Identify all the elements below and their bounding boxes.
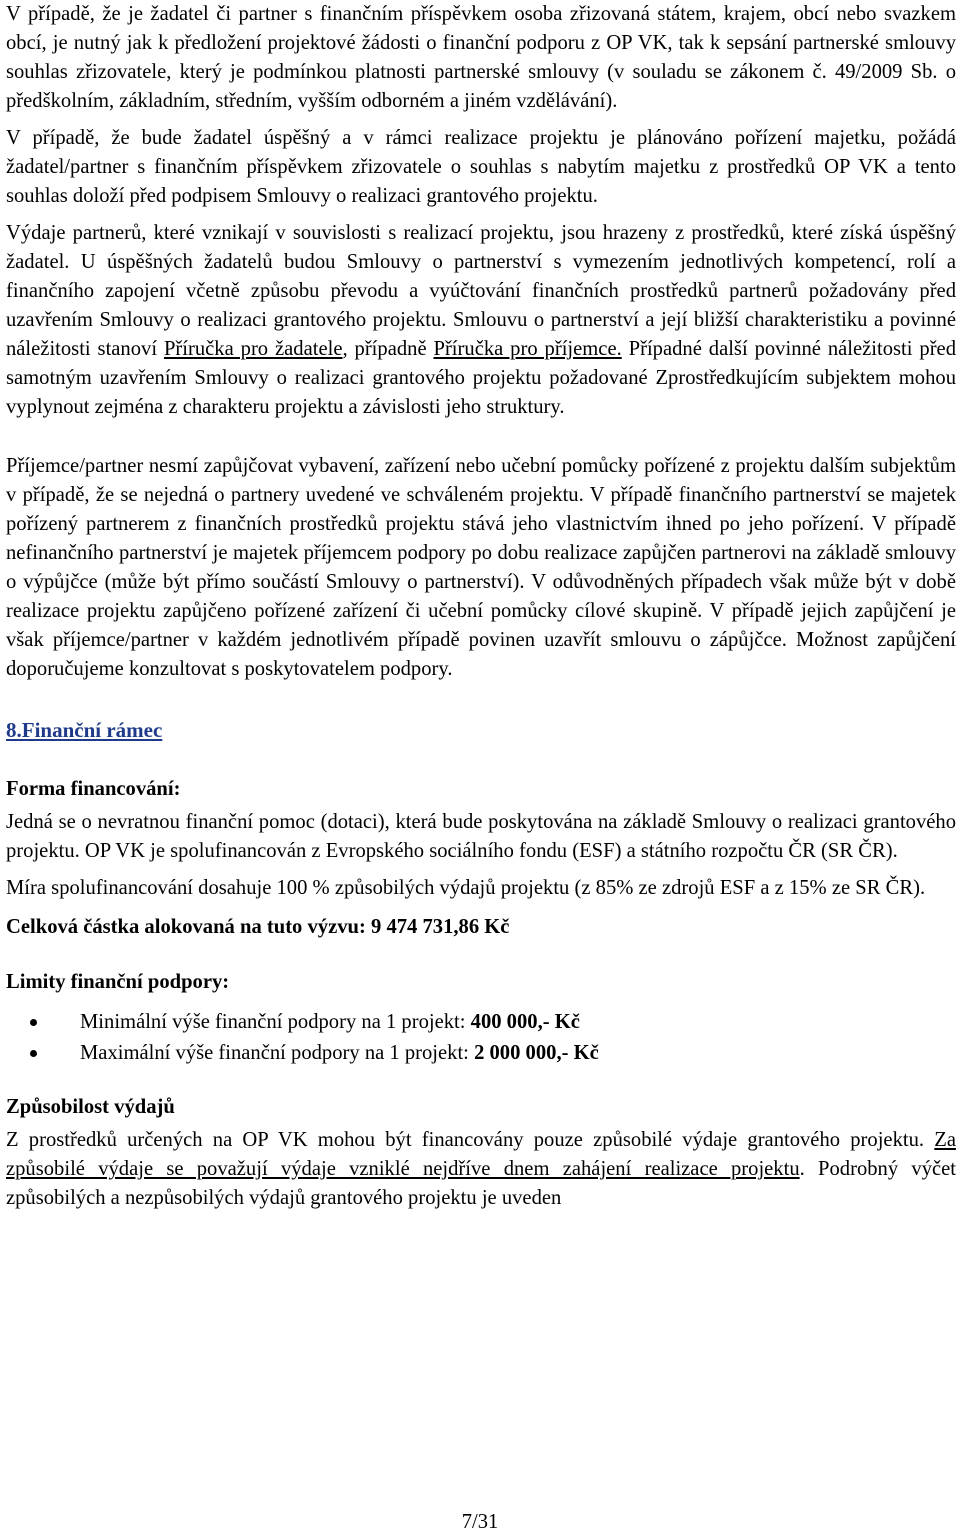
paragraph-founder-consent: V případě, že je žadatel či partner s finančním příspěvkem osoba zřizovaná státem, krajem, obcí nebo svazkem obcí, je nutný jak k předložení projektové žádosti o finanční podporu z OP VK, tak k sepsání partnerské smlouvy souhlas zřizovatele, který je podmínkou platnosti partnerské smlouvy (v souladu se zákonem č. 49/2009 Sb. o předškolním, základním, středním, vyšším odborném a jiném vzdělávání). (6, 3, 956, 112)
support-limits-list (6, 1007, 956, 1069)
paragraph-equipment-lending: Příjemce/partner nesmí zapůjčovat vybavení, zařízení nebo učební pomůcky pořízené z projektu dalším subjektům v případě, že se nejedná o partnery uvedené ve schváleném projektu. V případě finančního partnerství se majetek pořízený partnerem z finančních prostředků projektu stává jeho vlastnictvím ihned po jeho pořízení. V případě nefinančního partnerství je majetek příjemcem podpory po dobu realizace zapůjčen partnerovi na základě smlouvy o výpůjčce (může být přímo součástí Smlouvy o partnerství). V odůvodněných případech však může být v době realizace projektu zapůjčeno pořízené zařízení či učební pomůcky cílové skupině. V případě jejich zapůjčení je však příjemce/partner v každém jednotlivém případě povinen uzavřít smlouvu o zápůjčce. Možnost zapůjčení doporučujeme konzultovat s poskytovatelem podpory. (6, 455, 956, 680)
paragraph-asset-acquisition: V případě, že bude žadatel úspěšný a v rámci realizace projektu je plánováno pořízení majetku, požádá žadatel/partner s finančním příspěvkem zřizovatele o souhlas s nabytím majetku z prostředků OP VK a tento souhlas doloží před podpisem Smlouvy o realizaci grantového projektu. (6, 127, 956, 207)
document-page (6, 0, 956, 1213)
bullet-icon (30, 1050, 37, 1057)
recipient-handbook-link[interactable]: Příručka pro příjemce. (433, 338, 622, 360)
paragraph-expense-eligibility (6, 1126, 956, 1213)
limit-value: 400 000,- Kč (470, 1011, 580, 1033)
text-segment: Případné další povinné náležitosti před samotným uzavřením Smlouvy o realizaci grantového projektu požadované Zprostředkujícím subjektem mohou vyplynout zejména z charakteru projektu a závislosti jeho struktury. (6, 338, 956, 418)
bullet-icon (30, 1019, 37, 1026)
applicant-handbook-link[interactable]: Příručka pro žadatele (163, 338, 343, 360)
text-segment: Z prostředků určených na OP VK mohou být financovány pouze způsobilé výdaje grantového projektu. (6, 1129, 935, 1151)
heading-financing-form: Forma financování: (6, 778, 181, 800)
text-segment: Výdaje partnerů, které vznikají v souvislosti s realizací projektu, jsou hrazeny z prostředků, které získá úspěšný žadatel. U úspěšných žadatelů budou Smlouvy o partnerství s vymezením jednotlivých kompetencí, rolí a finančního zapojení včetně způsobu převodu a vyúčtování finančních prostředků partnerů požadovány před uzavřením Smlouvy o realizaci grantového projektu. Smlouvu o partnerství a její bližší charakteristiku a povinné náležitosti stanoví (6, 222, 956, 360)
text-segment: , případně (342, 338, 434, 360)
eligible-expenses-rule: Za způsobilé výdaje se považují výdaje vzniklé nejdříve dnem zahájení realizace projektu (6, 1129, 956, 1180)
chapter-heading-financial-framework: 8.Finanční rámec (6, 718, 163, 742)
list-item-min-support (6, 1007, 956, 1038)
heading-expense-eligibility: Způsobilost výdajů (6, 1096, 175, 1118)
text-segment: . Podrobný výčet způsobilých a nezpůsobilých výdajů grantového projektu je uveden (6, 1158, 956, 1209)
limit-label: Minimální výše finanční podpory na 1 projekt: (80, 1011, 471, 1033)
heading-support-limits: Limity finanční podpory: (6, 971, 230, 993)
page-number: 7/31 (461, 1511, 499, 1533)
limit-label: Maximální výše finanční podpory na 1 projekt: (80, 1042, 475, 1064)
total-allocation: Celková částka alokovaná na tuto výzvu: 9 474 731,86 Kč (6, 916, 510, 938)
paragraph-financing-form: Jedná se o nevratnou finanční pomoc (dotaci), která bude poskytována na základě Smlouvy o realizaci grantového projektu. OP VK je spolufinancován z Evropského sociálního fondu (ESF) a státního rozpočtu ČR (SR ČR). (6, 811, 956, 862)
list-item-max-support (6, 1038, 956, 1069)
paragraph-cofinancing-rate: Míra spolufinancování dosahuje 100 % způsobilých výdajů projektu (z 85% ze zdrojů ESF a z 15% ze SR ČR). (6, 877, 926, 899)
limit-value: 2 000 000,- Kč (474, 1042, 599, 1064)
paragraph-partner-expenses (6, 219, 956, 422)
